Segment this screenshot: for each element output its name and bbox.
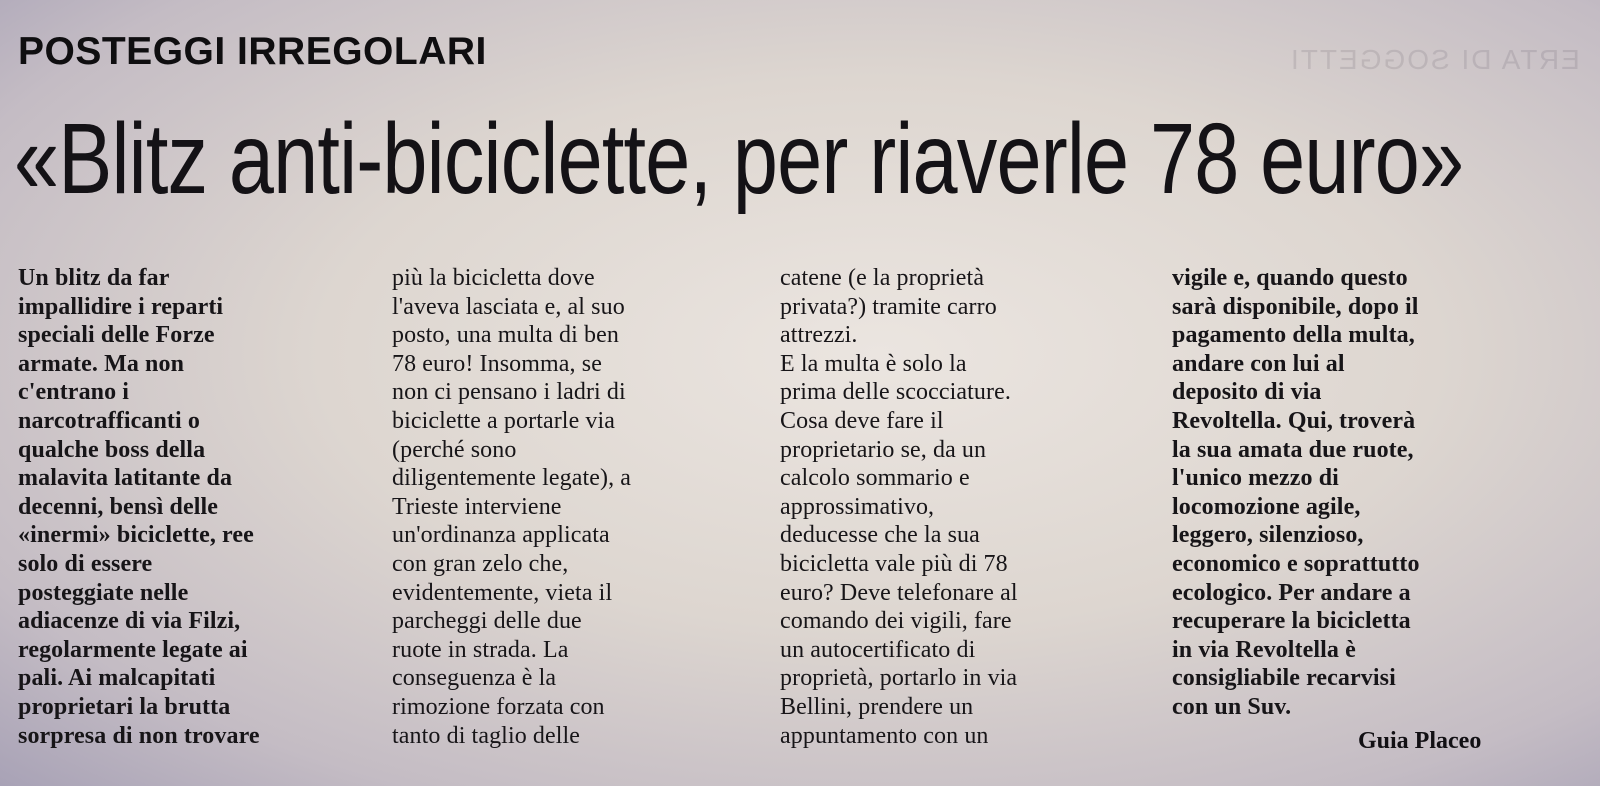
text-line: locomozione agile, [1172,493,1361,520]
text-line: calcolo sommario e [780,465,970,492]
text-line: non ci pensano i ladri di [392,379,626,406]
text-line: ecologico. Per andare a [1172,579,1411,606]
text-line: rimozione forzata con [392,693,605,720]
article-column-1 [18,264,260,750]
text-line: privata?) tramite carro [780,293,997,320]
article-column-3 [780,264,1018,750]
text-line: appuntamento con un [780,722,989,749]
text-line: l'unico mezzo di [1172,465,1339,492]
text-line: parcheggi delle due [392,608,582,635]
text-line: pali. Ai malcapitati [18,665,216,692]
text-line: Cosa deve fare il [780,407,944,434]
text-line: «inermi» biciclette, ree [18,522,254,549]
text-line: 78 euro! Insomma, se [392,350,602,377]
text-line: E la multa è solo la [780,350,967,377]
kicker: POSTEGGI IRREGOLARI [18,30,487,73]
text-line: prima delle scocciature. [780,379,1011,406]
text-line: un autocertificato di [780,636,976,663]
text-line: l'aveva lasciata e, al suo [392,293,625,320]
text-line: proprietà, portarlo in via [780,665,1018,692]
text-line: bicicletta vale più di 78 [780,550,1008,577]
text-line: Trieste interviene [392,493,562,520]
text-line: narcotrafficanti o [18,407,200,434]
bleed-through-text: ERTA DI SOGGETTI [1289,44,1580,75]
text-line: biciclette a portarle via [392,407,616,434]
text-line: posteggiate nelle [18,579,189,606]
text-line: deposito di via [1172,379,1322,406]
text-line: catene (e la proprietà [780,265,985,291]
text-line: qualche boss della [18,436,206,463]
article-column-2 [392,264,631,750]
text-line: con un Suv. [1172,693,1292,720]
text-line: Revoltella. Qui, troverà [1172,407,1416,434]
text-line: recuperare la bicicletta [1172,608,1411,635]
text-line: c'entrano i [18,379,130,406]
text-line: regolarmente legate ai [18,636,248,663]
text-line: comando dei vigili, fare [780,608,1012,635]
text-line: più la bicicletta dove [392,265,595,291]
text-line: attrezzi. [780,322,858,349]
text-line: con gran zelo che, [392,550,569,577]
text-line: proprietari la brutta [18,693,231,720]
text-line: consigliabile recarvisi [1172,665,1396,692]
text-line: adiacenze di via Filzi, [18,608,241,635]
text-line: proprietario se, da un [780,436,987,463]
text-line: impallidire i reparti [18,293,224,320]
text-line: economico e soprattutto [1172,550,1420,577]
text-line: diligentemente legate), a [392,465,632,492]
article-column-4 [1172,264,1420,722]
text-line: decenni, bensì delle [18,493,219,520]
text-line: (perché sono [392,436,517,463]
text-line: posto, una multa di ben [392,322,619,349]
text-line: Bellini, prendere un [780,693,974,720]
text-line: sarà disponibile, dopo il [1172,293,1419,320]
text-line: leggero, silenzioso, [1172,522,1364,549]
text-line: sorpresa di non trovare [18,722,260,749]
text-line: speciali delle Forze [18,322,215,349]
headline: «Blitz anti-biciclette, per riaverle 78 euro» [14,103,1464,215]
text-line: un'ordinanza applicata [392,522,610,549]
byline: Guia Placeo [1358,728,1482,754]
text-line: deducesse che la sua [780,522,980,549]
text-line: in via Revoltella è [1172,636,1356,663]
text-line: solo di essere [18,550,153,577]
text-line: la sua amata due ruote, [1172,436,1414,463]
text-line: pagamento della multa, [1172,322,1415,349]
text-line: euro? Deve telefonare al [780,579,1018,606]
text-line: Un blitz da far [18,265,170,291]
text-line: armate. Ma non [18,350,185,377]
text-line: tanto di taglio delle [392,722,581,749]
text-line: malavita latitante da [18,465,233,492]
text-line: conseguenza è la [392,665,557,692]
text-line: andare con lui al [1172,350,1345,377]
text-line: vigile e, quando questo [1172,265,1408,291]
text-line: approssimativo, [780,493,935,520]
text-line: evidentemente, vieta il [392,579,613,606]
text-line: ruote in strada. La [392,636,569,663]
